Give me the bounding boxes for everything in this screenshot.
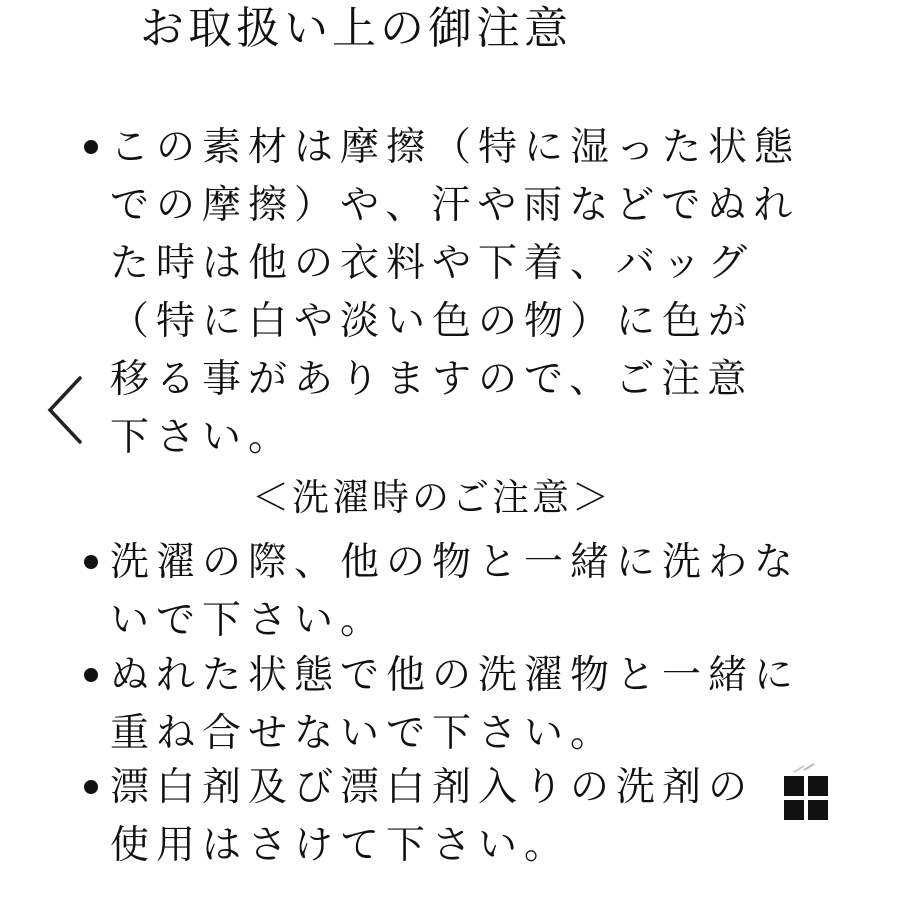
wash-item-line: 使用はさけて下さい。 <box>110 823 571 868</box>
bullet-dot <box>84 668 98 682</box>
prev-image-button[interactable] <box>40 372 100 448</box>
bullet-dot <box>84 555 98 569</box>
paragraph-line: 移る事がありますので、ご注意 <box>110 357 754 402</box>
chevron-left-icon <box>40 372 100 448</box>
wash-item-line: 洗濯の際、他の物と一緒に洗わな <box>110 540 801 585</box>
paragraph-line: この素材は摩擦（特に湿った状態 <box>110 125 801 170</box>
wash-item-line: いで下さい。 <box>110 598 387 643</box>
bullet-dot <box>84 140 98 154</box>
section-heading: ＜洗濯時のご注意＞ <box>252 476 612 519</box>
paragraph-line: での摩擦）や、汗や雨などでぬれ <box>110 183 800 228</box>
document-title: お取扱い上の御注意 <box>140 3 572 54</box>
paragraph-line: （特に白や淡い色の物）に色が <box>110 299 755 344</box>
bullet-dot <box>84 780 98 794</box>
wash-item-line: 重ね合せないで下さい。 <box>110 711 617 756</box>
paragraph-line: た時は他の衣料や下着、バッグ <box>110 241 755 286</box>
gallery-grid-button[interactable] <box>780 750 840 830</box>
paragraph-line: 下さい。 <box>110 415 295 460</box>
wash-item-line: ぬれた状態で他の洗濯物と一緒に <box>110 653 801 698</box>
grid-icon <box>780 750 840 830</box>
wash-item-line: 漂白剤及び漂白剤入りの洗剤の <box>110 765 755 810</box>
